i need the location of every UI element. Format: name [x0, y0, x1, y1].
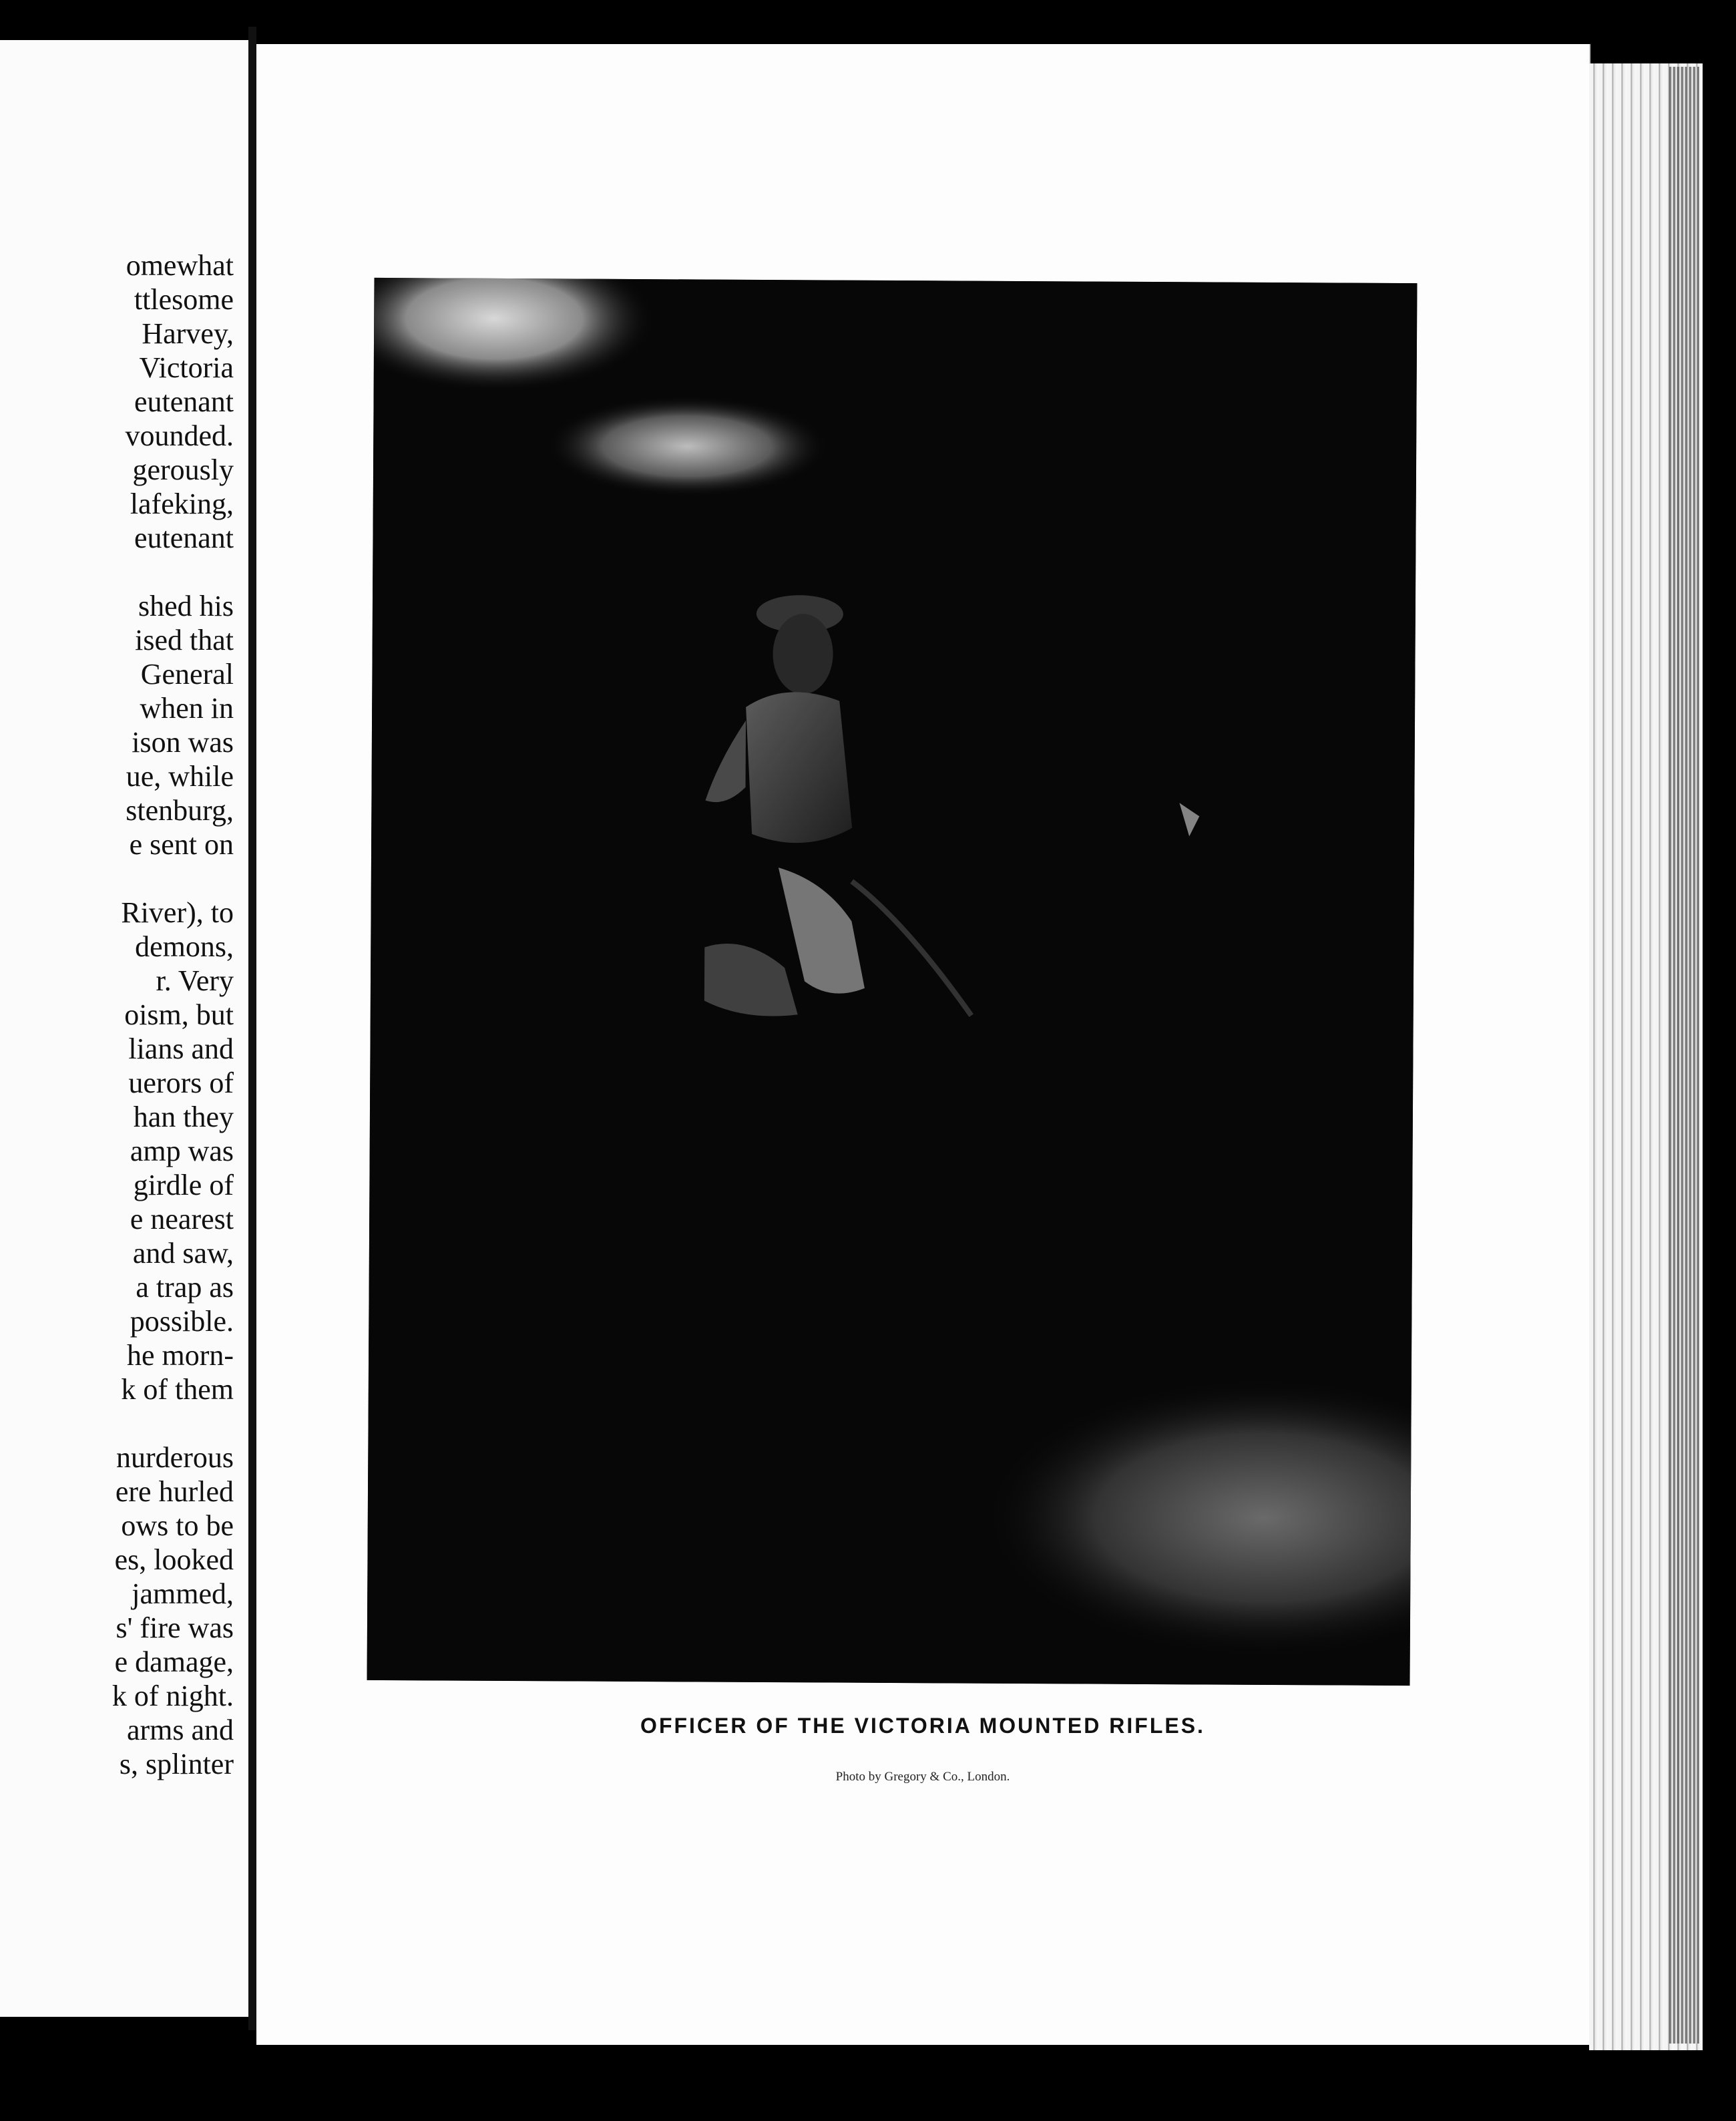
left-page-text-line: ows to be [121, 1509, 234, 1542]
left-page-text-line: when in [140, 692, 234, 725]
left-page-text-line: es, looked [114, 1543, 234, 1576]
left-page-text-line: han they [133, 1101, 234, 1133]
photo-caption: OFFICER OF THE VICTORIA MOUNTED RIFLES. [640, 1714, 1205, 1738]
left-page-text-column [0, 248, 234, 1781]
left-page-text-line: nurderous [116, 1441, 234, 1474]
left-page-text-line: gerously [132, 453, 234, 486]
left-page-text-line: he morn- [126, 1339, 234, 1372]
left-page-text-line: lians and [128, 1032, 234, 1065]
book-gutter [248, 27, 256, 2030]
left-page-text-line: Victoria [139, 351, 234, 384]
photo-credit: Photo by Gregory & Co., London. [835, 1770, 1010, 1784]
left-page-text-line: ue, while [126, 760, 234, 793]
photograph-plate [367, 278, 1418, 1686]
page-edges-shade [1669, 67, 1699, 2044]
left-page-text-line [0, 555, 234, 589]
left-page-text-line: General [140, 658, 234, 691]
left-page-text-line [0, 1406, 234, 1440]
mounted-officer-photograph [367, 278, 1418, 1686]
left-page-text-line: ison was [132, 726, 234, 759]
left-page-text-line: s, splinter [119, 1748, 234, 1780]
left-page-text-line: eutenant [134, 522, 234, 554]
left-page [0, 40, 250, 2017]
left-page-text-line [0, 861, 234, 896]
left-page-text-line: s' fire was [116, 1611, 234, 1644]
left-page-text-line: r. Very [156, 964, 234, 997]
left-page-text-line: demons, [135, 930, 234, 963]
left-page-text-line: ere hurled [115, 1475, 234, 1508]
left-page-text-line: a trap as [136, 1271, 234, 1304]
left-page-text-line: possible. [130, 1305, 234, 1338]
left-page-text-line: k of them [121, 1373, 234, 1406]
left-page-text-line: omewhat [126, 249, 234, 282]
left-page-text-line: Harvey, [142, 317, 234, 350]
left-page-text-line: k of night. [112, 1680, 234, 1712]
left-page-text-line: jammed, [132, 1577, 234, 1610]
left-page-text-line: vounded. [125, 419, 234, 452]
left-page-text-line: arms and [126, 1714, 234, 1746]
left-page-text-line: uerors of [128, 1067, 234, 1099]
left-page-text-line: shed his [138, 590, 234, 622]
left-page-text-line: and saw, [132, 1237, 234, 1270]
left-page-text-line: ttlesome [134, 283, 234, 316]
left-page-text-line: lafeking, [130, 488, 234, 520]
left-page-text-line: ised that [135, 624, 234, 656]
left-page-text-line: oism, but [124, 998, 234, 1031]
left-page-text-line: amp was [130, 1135, 234, 1167]
left-page-text-line: River), to [121, 896, 234, 929]
left-page-text-line: girdle of [133, 1169, 234, 1201]
left-page-text-line: stenburg, [126, 794, 234, 827]
left-page-text-line: e sent on [129, 828, 234, 861]
left-page-text-line: eutenant [134, 385, 234, 418]
left-page-text-line: e damage, [114, 1646, 234, 1678]
left-page-text-line: e nearest [130, 1203, 234, 1235]
